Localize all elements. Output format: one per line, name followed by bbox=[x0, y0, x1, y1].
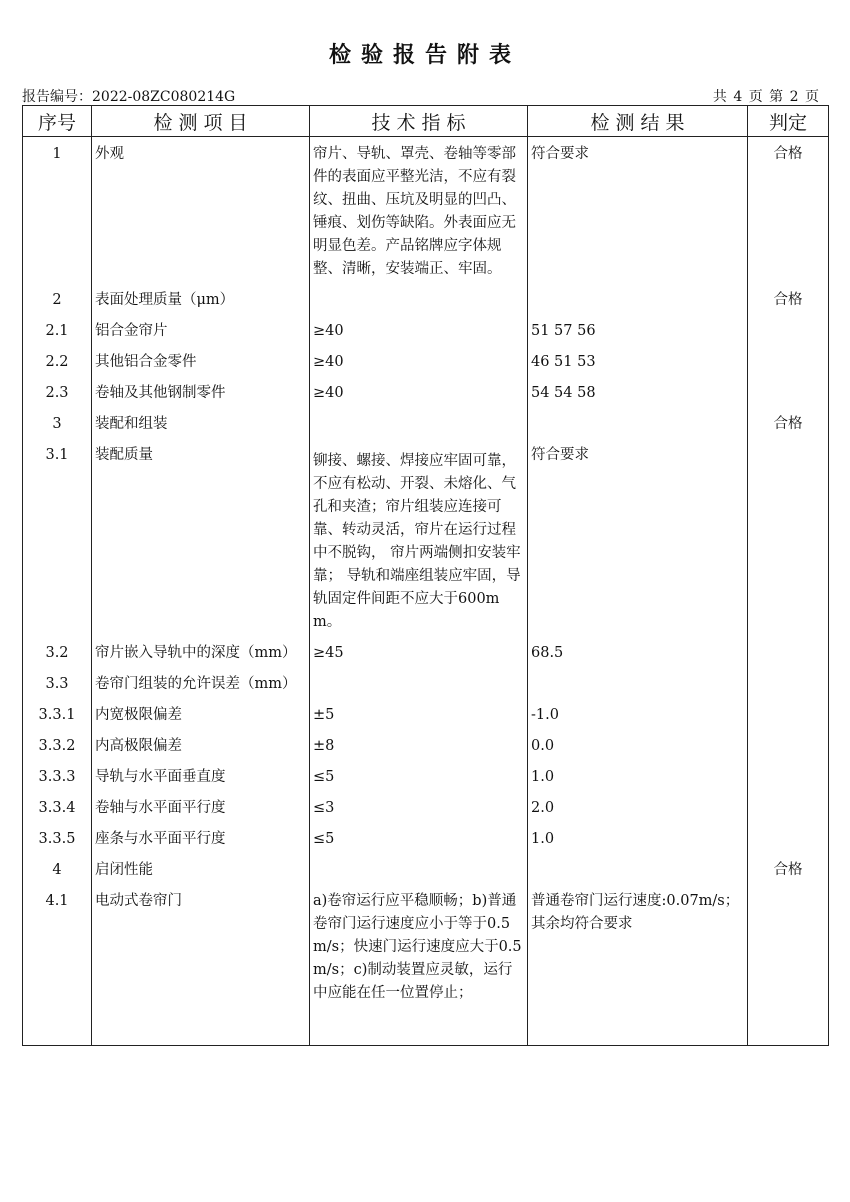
inspection-table bbox=[22, 105, 829, 1046]
header-verdict: 判定 bbox=[748, 106, 829, 137]
row-result bbox=[528, 407, 748, 438]
table-row bbox=[23, 137, 829, 284]
page-indicator: 共 4 页 第 2 页 bbox=[712, 89, 820, 105]
row-verdict bbox=[748, 376, 829, 407]
table-row bbox=[23, 283, 829, 314]
row-standard: ≥40 bbox=[310, 314, 528, 345]
row-verdict bbox=[748, 760, 829, 791]
row-result bbox=[528, 283, 748, 314]
row-result: 51 57 56 bbox=[528, 314, 748, 345]
table-row bbox=[23, 438, 829, 636]
row-verdict bbox=[748, 884, 829, 1007]
row-verdict bbox=[748, 791, 829, 822]
row-verdict bbox=[748, 698, 829, 729]
row-no: 2.1 bbox=[23, 314, 92, 345]
table-row bbox=[23, 853, 829, 884]
header-standard: 技 术 指 标 bbox=[310, 106, 528, 137]
header-no: 序号 bbox=[23, 106, 92, 137]
table-row bbox=[23, 791, 829, 822]
row-item: 卷帘门组装的允许误差（mm） bbox=[92, 667, 310, 698]
row-verdict bbox=[748, 345, 829, 376]
row-standard: ≥40 bbox=[310, 345, 528, 376]
spacer-cell bbox=[92, 1007, 310, 1046]
row-item: 外观 bbox=[92, 137, 310, 284]
table-row bbox=[23, 698, 829, 729]
row-result: 0.0 bbox=[528, 729, 748, 760]
row-standard: ≤3 bbox=[310, 791, 528, 822]
row-verdict: 合格 bbox=[748, 137, 829, 284]
row-no: 3.3.1 bbox=[23, 698, 92, 729]
row-item: 其他铝合金零件 bbox=[92, 345, 310, 376]
row-verdict: 合格 bbox=[748, 853, 829, 884]
row-result bbox=[528, 667, 748, 698]
table-header-row bbox=[23, 106, 829, 137]
row-item: 装配和组装 bbox=[92, 407, 310, 438]
row-item: 座条与水平面平行度 bbox=[92, 822, 310, 853]
row-standard: ±8 bbox=[310, 729, 528, 760]
row-standard bbox=[310, 667, 528, 698]
row-verdict: 合格 bbox=[748, 283, 829, 314]
row-no: 4.1 bbox=[23, 884, 92, 1007]
row-standard bbox=[310, 283, 528, 314]
row-item: 卷轴与水平面平行度 bbox=[92, 791, 310, 822]
row-standard: ±5 bbox=[310, 698, 528, 729]
table-row bbox=[23, 407, 829, 438]
row-verdict bbox=[748, 667, 829, 698]
row-result: 符合要求 bbox=[528, 137, 748, 284]
row-result: 2.0 bbox=[528, 791, 748, 822]
row-item: 帘片嵌入导轨中的深度（mm） bbox=[92, 636, 310, 667]
header-item: 检 测 项 目 bbox=[92, 106, 310, 137]
row-verdict bbox=[748, 314, 829, 345]
table-row bbox=[23, 760, 829, 791]
row-item: 装配质量 bbox=[92, 438, 310, 636]
spacer-cell bbox=[528, 1007, 748, 1046]
row-standard bbox=[310, 407, 528, 438]
row-item: 铝合金帘片 bbox=[92, 314, 310, 345]
page-title: 检验报告附表 bbox=[328, 43, 521, 68]
row-no: 3.3.2 bbox=[23, 729, 92, 760]
row-result: 46 51 53 bbox=[528, 345, 748, 376]
row-standard: 帘片、导轨、罩壳、卷轴等零部件的表面应平整光洁，不应有裂纹、扭曲、压坑及明显的凹凸、锤痕、划伤等缺陷。外表面应无明显色差。产品铭牌应字体规整、清晰，安装端正、牢固。 bbox=[310, 137, 528, 284]
spacer-cell bbox=[310, 1007, 528, 1046]
table-row bbox=[23, 314, 829, 345]
row-result: -1.0 bbox=[528, 698, 748, 729]
row-no: 3.1 bbox=[23, 438, 92, 636]
table-row bbox=[23, 822, 829, 853]
spacer-cell bbox=[748, 1007, 829, 1046]
row-verdict bbox=[748, 636, 829, 667]
row-verdict bbox=[748, 822, 829, 853]
row-standard: ≤5 bbox=[310, 822, 528, 853]
row-standard bbox=[310, 853, 528, 884]
row-result: 普通卷帘门运行速度:0.07m/s；其余均符合要求 bbox=[528, 884, 748, 1007]
table-row bbox=[23, 667, 829, 698]
row-result: 68.5 bbox=[528, 636, 748, 667]
row-result: 1.0 bbox=[528, 822, 748, 853]
row-result: 1.0 bbox=[528, 760, 748, 791]
row-verdict bbox=[748, 729, 829, 760]
row-standard: ≤5 bbox=[310, 760, 528, 791]
row-no: 2 bbox=[23, 283, 92, 314]
row-item: 电动式卷帘门 bbox=[92, 884, 310, 1007]
row-standard: ≥40 bbox=[310, 376, 528, 407]
row-no: 3.2 bbox=[23, 636, 92, 667]
row-item: 卷轴及其他钢制零件 bbox=[92, 376, 310, 407]
row-item: 内高极限偏差 bbox=[92, 729, 310, 760]
row-no: 2.3 bbox=[23, 376, 92, 407]
row-no: 1 bbox=[23, 137, 92, 284]
row-no: 3.3.4 bbox=[23, 791, 92, 822]
row-standard: ≥45 bbox=[310, 636, 528, 667]
row-result: 54 54 58 bbox=[528, 376, 748, 407]
table-row bbox=[23, 884, 829, 1007]
table-row bbox=[23, 729, 829, 760]
report-number: 报告编号：2022-08ZC080214G bbox=[22, 89, 236, 105]
row-item: 内宽极限偏差 bbox=[92, 698, 310, 729]
table-row bbox=[23, 345, 829, 376]
row-no: 3.3.3 bbox=[23, 760, 92, 791]
header-result: 检 测 结 果 bbox=[528, 106, 748, 137]
row-result bbox=[528, 853, 748, 884]
table-row bbox=[23, 636, 829, 667]
row-standard: a)卷帘运行应平稳顺畅；b)普通卷帘门运行速度应小于等于0.5m/s；快速门运行速度应大于0.5m/s；c)制动装置应灵敏，运行中应能在任一位置停止； bbox=[310, 884, 528, 1007]
row-no: 3.3.5 bbox=[23, 822, 92, 853]
table-row bbox=[23, 376, 829, 407]
row-result: 符合要求 bbox=[528, 438, 748, 636]
row-item: 表面处理质量（μm） bbox=[92, 283, 310, 314]
table-spacer-row bbox=[23, 1007, 829, 1046]
row-verdict bbox=[748, 438, 829, 636]
row-no: 4 bbox=[23, 853, 92, 884]
row-no: 3 bbox=[23, 407, 92, 438]
spacer-cell bbox=[23, 1007, 92, 1046]
row-item: 启闭性能 bbox=[92, 853, 310, 884]
row-item: 导轨与水平面垂直度 bbox=[92, 760, 310, 791]
row-no: 2.2 bbox=[23, 345, 92, 376]
row-standard: 铆接、螺接、焊接应牢固可靠，不应有松动、开裂、未熔化、气孔和夹渣；帘片组装应连接可靠、转动灵活，帘片在运行过程中不脱钩， 帘片两端侧扣安装牢靠； 导轨和端座组装应牢固，导轨固定件间距不应大于600mm。 bbox=[310, 438, 528, 636]
row-no: 3.3 bbox=[23, 667, 92, 698]
row-verdict: 合格 bbox=[748, 407, 829, 438]
